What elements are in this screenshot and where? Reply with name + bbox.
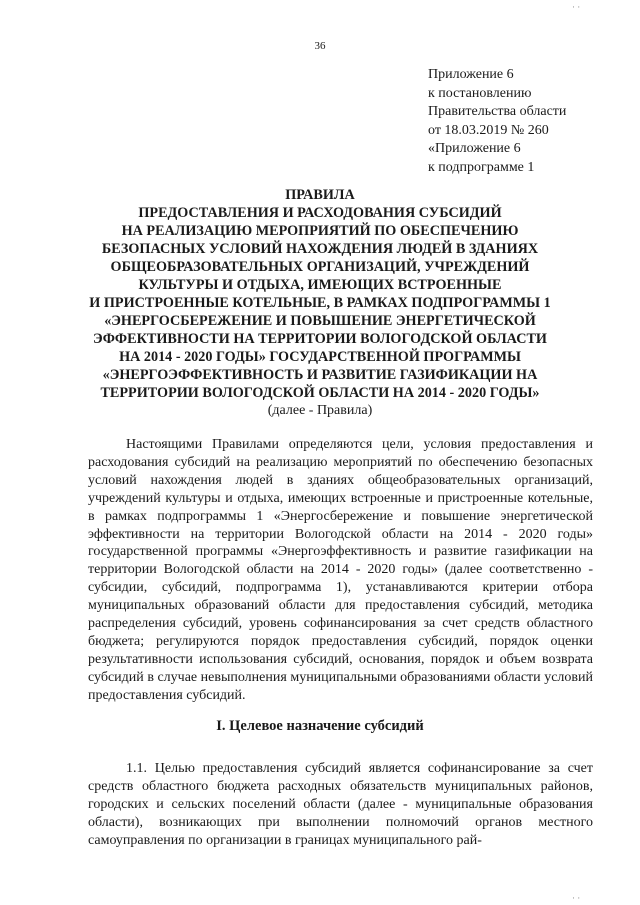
paragraph-1-1: 1.1. Целью предоставления субсидий является софинансирование за счет средств областного бюджета расходных обязательств муниципальных районов, городских и сельских поселений области (далее - муниципальные образования области), возникающих при выполнении полномочий органов местного самоуправления по организации в границах муниципального рай- xyxy=(88,761,593,848)
page-number: 36 xyxy=(314,40,326,52)
scan-artifact: · · xyxy=(572,893,581,903)
scan-artifact: · · xyxy=(572,2,581,12)
title-line: ЭФФЕКТИВНОСТИ НА ТЕРРИТОРИИ ВОЛОГОДСКОЙ ОБЛАСТИ xyxy=(93,331,547,347)
intro-paragraph: Настоящими Правилами определяются цели, условия предоставления и расходования субсидий на реализацию мероприятий по обеспечению безопасных условий нахождения людей в зданиях общеобразовательных организаций, учреждений культуры и отдыха, имеющих встроенные и пристроенные котельные, в рамках подпрограммы 1 «Энергосбережение и повышение энергетической эффективности на территории Вологодской области на 2014 - 2020 годы» государственной программы «Энергоэффективность и развитие газификации на территории Вологодской области на 2014 - 2020 годы» (далее соответственно - субсидии, субсидий, подпрограмма 1), устанавливаются критерии отбора муниципальных образований области для предоставления субсидий, методика распределения субсидий, уровень софинансирования за счет средств областного бюджета; регулируются порядок предоставления субсидий, порядок оценки результативности использования субсидий, основания, порядок и объем возврата субсидий в случае невыполнения муниципальными образованиями области условий предоставления субсидий. xyxy=(88,437,593,703)
title-line: ПРЕДОСТАВЛЕНИЯ И РАСХОДОВАНИЯ СУБСИДИЙ xyxy=(138,205,502,221)
title-line: ОБЩЕОБРАЗОВАТЕЛЬНЫХ ОРГАНИЗАЦИЙ, УЧРЕЖДЕНИЙ xyxy=(110,259,530,275)
section-heading: I. Целевое назначение субсидий xyxy=(216,718,424,734)
title-line: ТЕРРИТОРИИ ВОЛОГОДСКОЙ ОБЛАСТИ НА 2014 - 2020 ГОДЫ» xyxy=(100,385,540,401)
document-title xyxy=(40,186,600,420)
appendix-line: «Приложение 6 xyxy=(428,141,521,156)
title-line: НА 2014 - 2020 ГОДЫ» ГОСУДАРСТВЕННОЙ ПРОГРАММЫ xyxy=(119,349,521,365)
title-line: КУЛЬТУРЫ И ОТДЫХА, ИМЕЮЩИХ ВСТРОЕННЫЕ xyxy=(138,277,502,293)
appendix-line: Правительства области xyxy=(428,104,567,119)
appendix-line: к постановлению xyxy=(428,85,532,101)
title-line: «ЭНЕРГОЭФФЕКТИВНОСТЬ И РАЗВИТИЕ ГАЗИФИКАЦИИ НА xyxy=(102,367,538,383)
title-line: БЕЗОПАСНЫХ УСЛОВИЙ НАХОЖДЕНИЯ ЛЮДЕЙ В ЗДАНИЯХ xyxy=(101,241,539,257)
title-line: НА РЕАЛИЗАЦИЮ МЕРОПРИЯТИЙ ПО ОБЕСПЕЧЕНИЮ xyxy=(121,223,519,239)
title-line: И ПРИСТРОЕННЫЕ КОТЕЛЬНЫЕ, В РАМКАХ ПОДПРОГРАММЫ 1 xyxy=(89,295,551,311)
title-line: «ЭНЕРГОСБЕРЕЖЕНИЕ И ПОВЫШЕНИЕ ЭНЕРГЕТИЧЕСКОЙ xyxy=(104,313,536,329)
title-line: ПРАВИЛА xyxy=(285,187,355,203)
title-subtitle: (далее - Правила) xyxy=(267,403,373,418)
appendix-line: Приложение 6 xyxy=(428,67,514,82)
appendix-line: к подпрограмме 1 xyxy=(428,159,535,175)
appendix-reference xyxy=(428,66,566,177)
appendix-line: от 18.03.2019 № 260 xyxy=(428,122,549,138)
